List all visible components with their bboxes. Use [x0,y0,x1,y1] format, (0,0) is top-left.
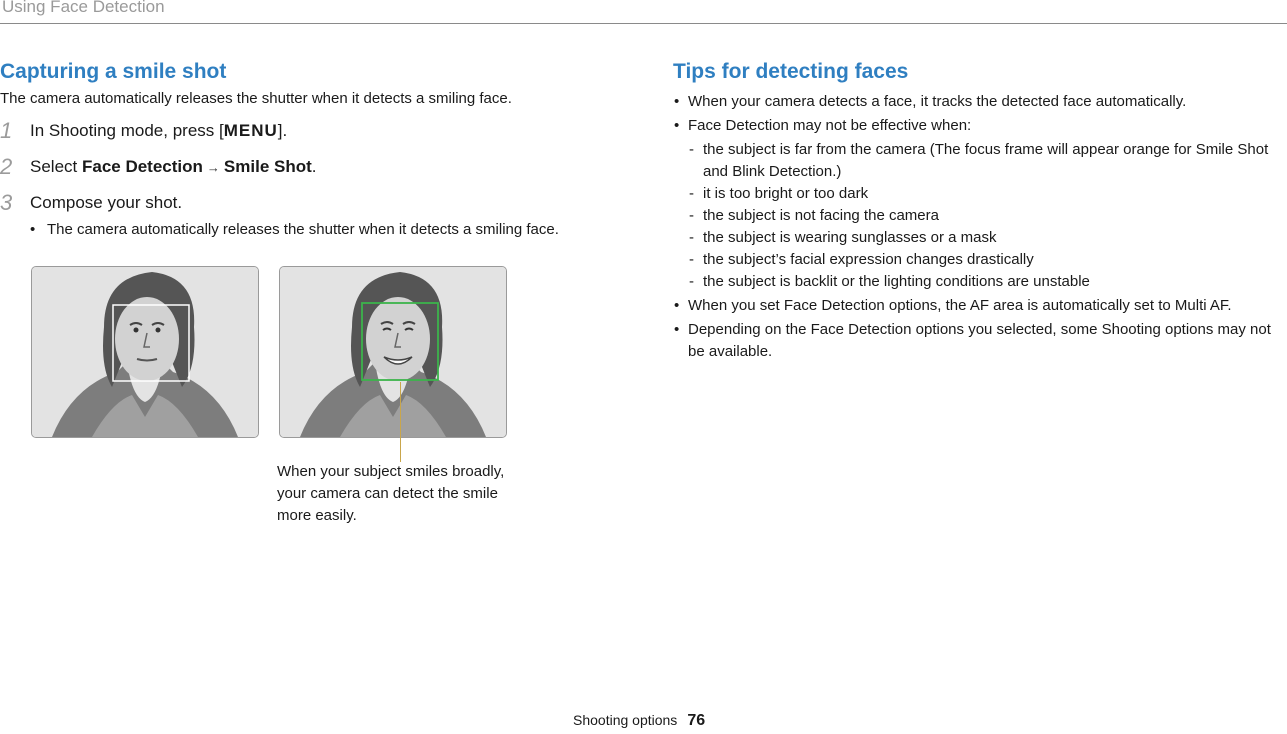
intro-text: The camera automatically releases the shutter when it detects a smiling face. [0,90,512,107]
step-text: Select [30,157,82,176]
tip-item [673,115,1285,293]
step-3 [0,191,640,215]
step-text-end: . [311,157,317,176]
step-text: In Shooting mode, press [ [30,121,224,140]
menu-key-icon: MENU [223,121,278,140]
tip-item-text: Face Detection may not be effective when: [688,117,972,134]
callout-line [400,382,401,462]
page-number: 76 [687,712,706,729]
menu-face-detection: Face Detection [81,157,203,176]
condition-item: - the subject is not facing the camera [688,205,1285,227]
arrow-right-icon: → [206,160,220,175]
step-number: 2 [0,154,13,179]
right-column [673,60,1285,365]
tip-item: • When you set Face Detection options, the AF area is automatically set to Multi AF. [673,295,1285,317]
section-heading-smile-shot: Capturing a smile shot [0,60,227,83]
step-number: 1 [0,118,13,143]
condition-item: - the subject is backlit or the lighting conditions are unstable [688,271,1285,293]
condition-list [688,139,1285,293]
tip-item: • When your camera detects a face, it tracks the detected face automatically. [673,91,1285,113]
tips-list [673,91,1285,363]
step-text-end: ]. [277,121,288,140]
condition-item: - the subject is far from the camera (The focus frame will appear orange for Smile Shot and Blink Detection.) [688,139,1285,183]
page-footer [573,712,705,730]
step-number: 3 [0,190,13,215]
menu-smile-shot: Smile Shot [223,157,312,176]
step-text: Compose your shot. [30,193,183,212]
neutral-face-photo [31,266,259,438]
header-title: Using Face Detection [2,0,165,16]
condition-item: - the subject’s facial expression changes drastically [688,249,1285,271]
condition-item: - the subject is wearing sunglasses or a mask [688,227,1285,249]
section-heading-tips: Tips for detecting faces [673,60,909,83]
step-3-note: • The camera automatically releases the shutter when it detects a smiling face. [0,221,640,238]
footer-section: Shooting options [573,712,678,728]
step-2 [0,155,640,179]
smiling-face-photo [279,266,507,438]
tip-item: • Depending on the Face Detection options you selected, some Shooting options may not be available. [673,319,1285,363]
photo-caption: When your subject smiles broadly, your camera can detect the smile more easily. [277,463,505,524]
page-header [0,0,1287,24]
step-1 [0,119,640,143]
left-column [0,60,640,238]
condition-item: - it is too bright or too dark [688,183,1285,205]
